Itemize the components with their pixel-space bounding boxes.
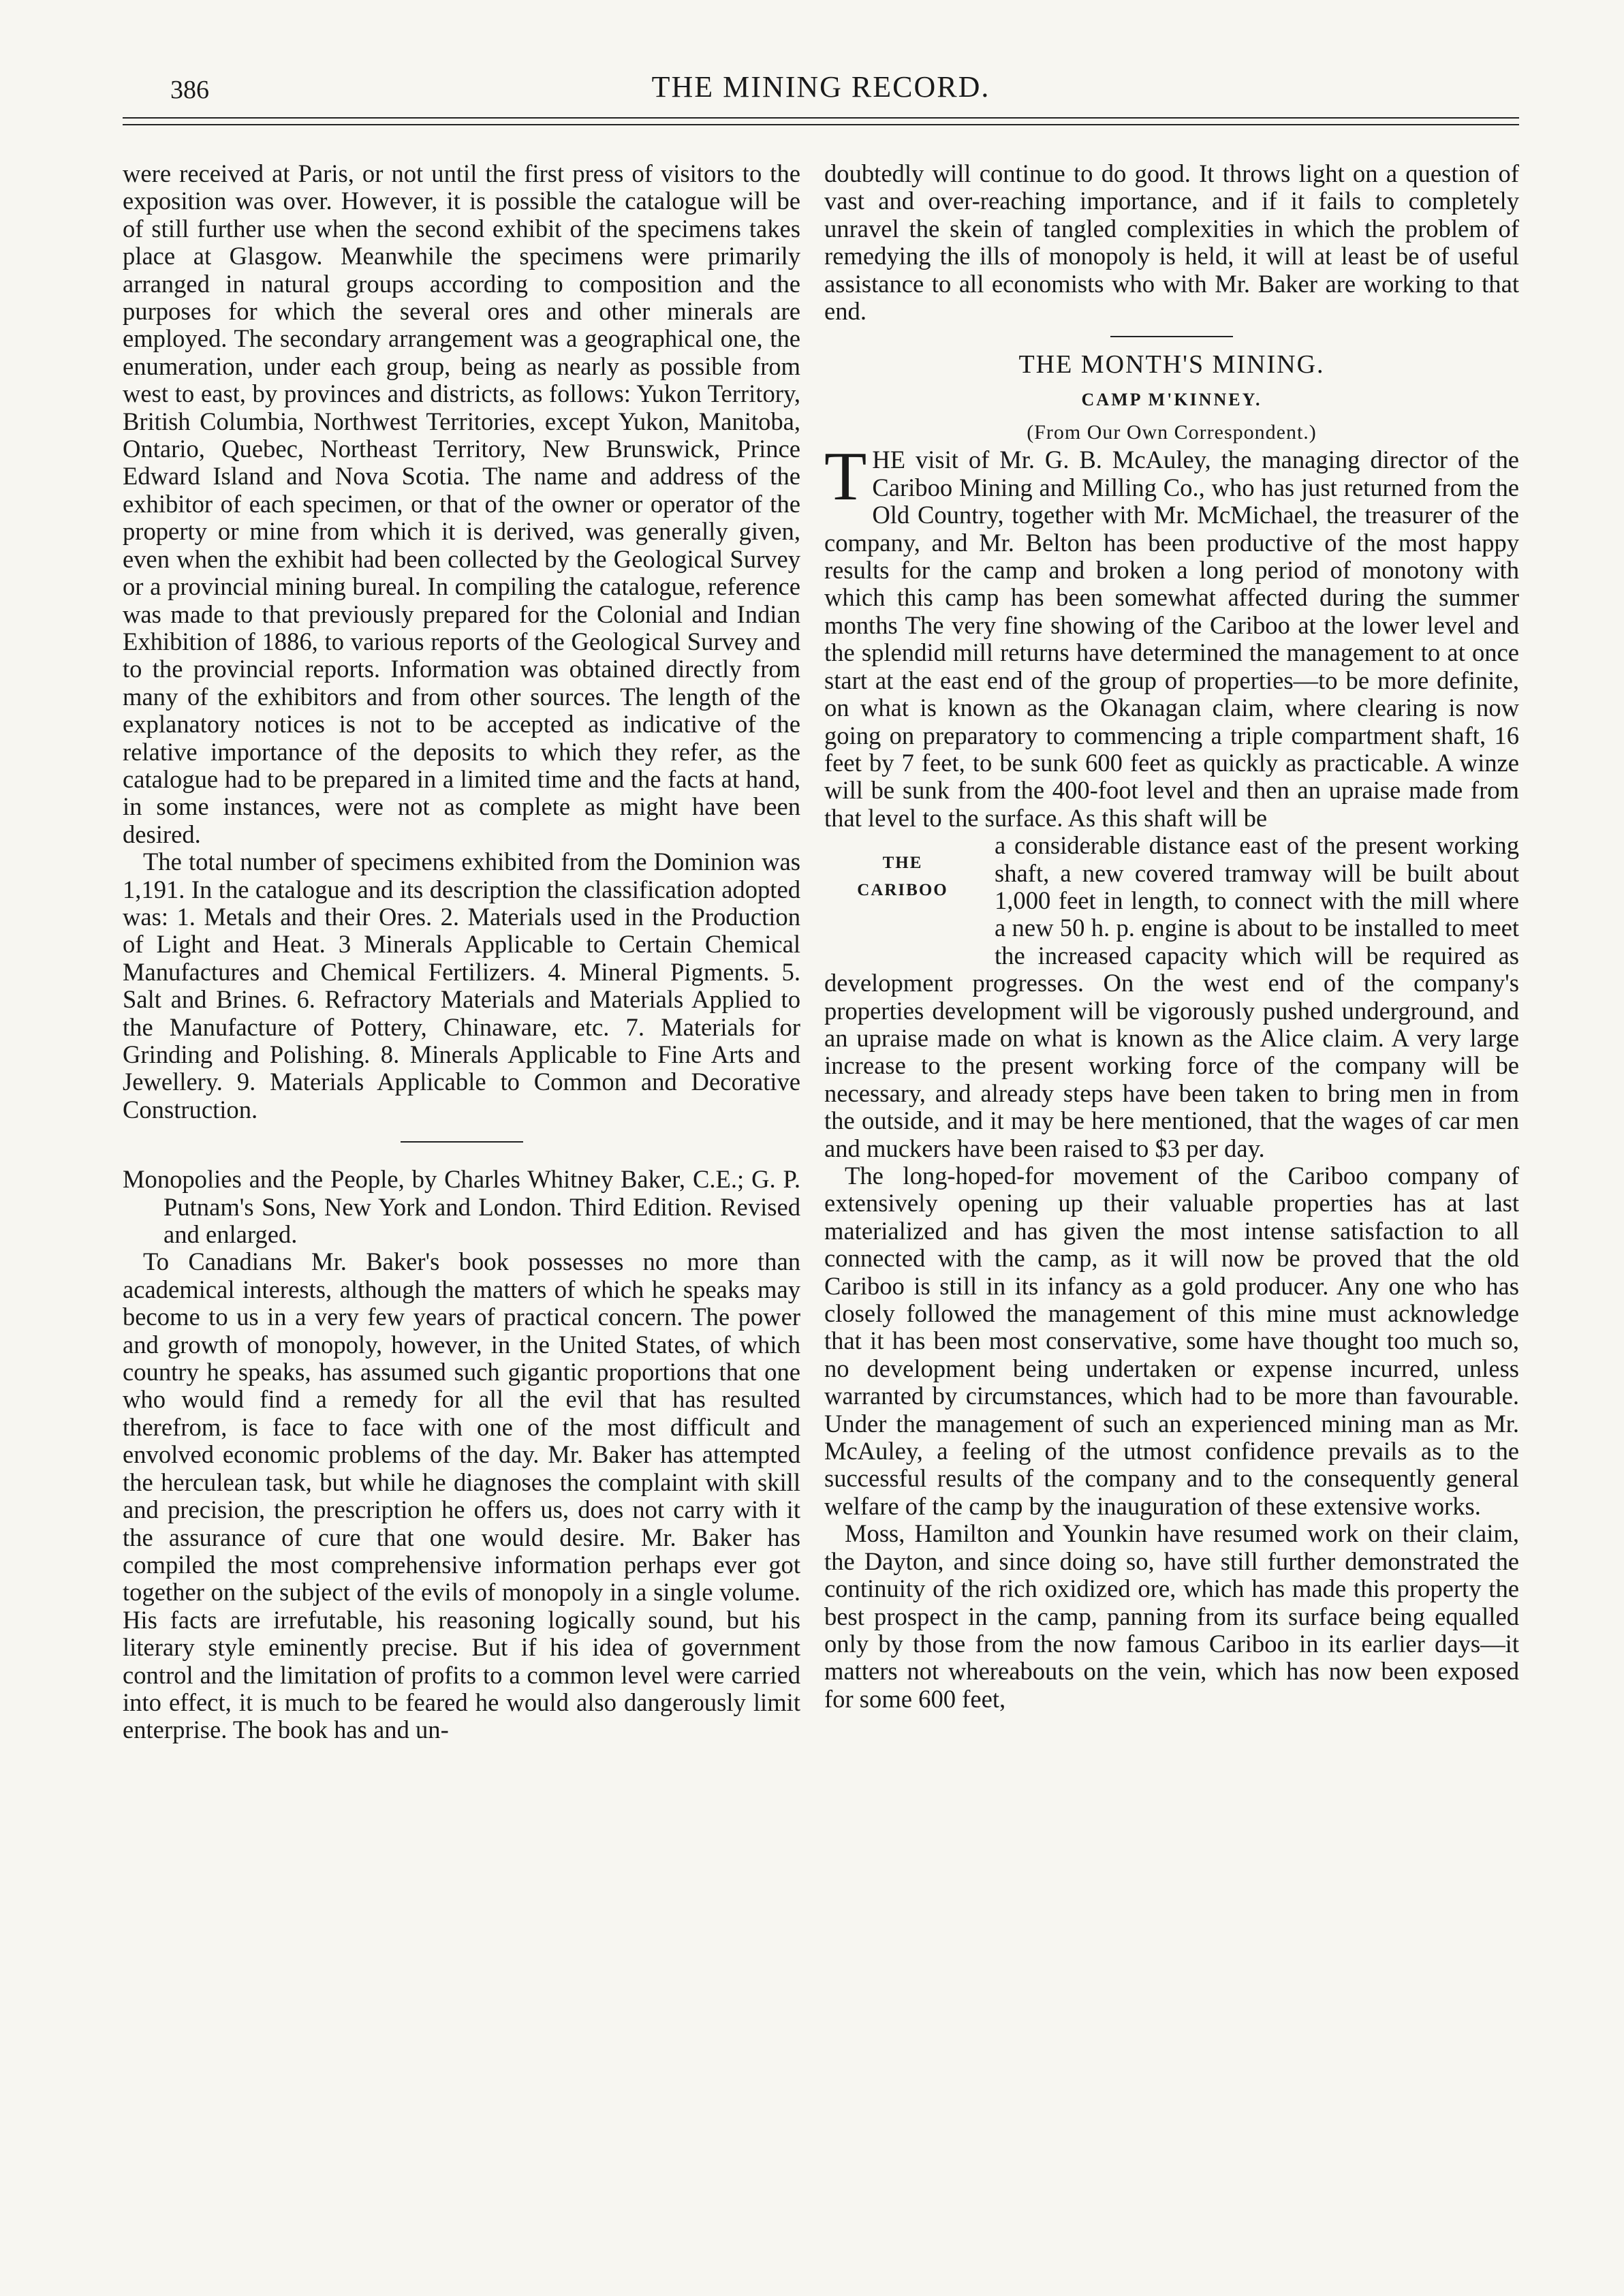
side-heading-line-1: THE [882,854,923,873]
book-review-heading: Monopolies and the People, by Charles Whitney Baker, C.E.; G. P. Putnam's Sons, New York and London. Third Edition. Revised and enlarged. [123,1165,800,1249]
header-rule-bottom [123,124,1519,125]
paragraph-cariboo-movement: The long-hoped-for movement of the Cariboo company of extensively opening up their valuable properties has at last materialized and has given the most intense satisfaction to all connected with the camp, as it will now be proved that the old Cariboo is still in its infancy as a gold producer. Any one who has closely followed the management of this mine must acknowledge that it has been most conservative, some have thought too much so, no development being undertaken or expense incurred, unless warranted by circumstances, which had to be more than favourable. Under the management of such an experienced mining man as Mr. McAuley, a feeling of the utmost confidence prevails as to the successful results of the company and to the consequently general welfare of the camp by the inauguration of these extensive works. [824,1162,1519,1520]
paragraph-cariboo-visit [824,438,1519,832]
paragraph-cariboo-visit-text: HE visit of Mr. G. B. McAuley, the managing director of the Cariboo Mining and Milling Co., who has just returned from the Old Country, together with Mr. McMichael, the treasurer of the company, and Mr. Belton has been productive of the most happy results for the camp and broken a long period of monotony with which this camp has been somewhat affected during the summer months The very fine showing of the Cariboo at the lower level and the splendid mill returns have determined the management to at once start at the east end of the group of properties—to be more definite, on what is known as the Okanagan claim, where clearing is now going on preparatory to commencing a triple compartment shaft, 16 feet by 7 feet, to be sunk 600 feet as quickly as practicable. A winze will be sunk from the 400-foot level and then an upraise made from that level to the surface. As this shaft will be [824,446,1519,832]
paragraph-book-review: To Canadians Mr. Baker's book possesses no more than academical interests, although the matters of which he speaks may become to us in a very few years of practical concern. The power and growth of monopoly, however, in the United States, of which country he speaks, has assumed such gigantic proportions that one who would find a remedy for all the evil that has resulted therefrom, is face to face with one of the most difficult and envolved economic problems of the day. Mr. Baker has attempted the herculean task, but while he diagnoses the complaint with skill and precision, the prescription he offers us, does not carry with it the assurance of cure that one would desire. Mr. Baker has compiled the most comprehensive information perhaps ever got together on the subject of the evils of monopoly in a single volume. His facts are irrefutable, his reasoning logically sound, but his literary style eminently precise. But if his idea of government control and the limitation of profits to a common level were carried into effect, it is much to be feared he would also dangerously limit enterprise. The book has and un- [123,1247,800,1744]
section-title: THE MONTH'S MINING. [1018,350,1325,379]
section-separator [1110,336,1233,337]
running-title: THE MINING RECORD. [651,70,990,104]
paragraph-specimen-classification: The total number of specimens exhibited from the Dominion was 1,191. In the catalogue and its description the classification adopted was: 1. Metals and their Ores. 2. Materials used in the Production of Light and Heat. 3 Minerals Applicable to Certain Chemical Manufactures and Chemical Fertilizers. 4. Mineral Pigments. 5. Salt and Brines. 6. Refractory Materials and Materials Applied to the Manufacture of Pottery, Chinaware, etc. 7. Materials for Grinding and Polishing. 8. Minerals Applicable to Fine Arts and Jewellery. 9. Materials Applicable to Common and Decorative Construction. [123,848,800,1123]
paragraph-tramway [824,832,1519,1162]
drop-cap: T [824,438,867,516]
section-separator [401,1141,523,1143]
right-column [824,160,1519,1713]
page-number: 386 [170,76,209,104]
paragraph-review-continued: doubtedly will continue to do good. It throws light on a question of vast and over-reaching importance, and if it fails to completely unravel the skein of tangled complexities in which the problem of remedying the ills of monopoly is held, it will at least be of useful assistance to all economists who with Mr. Baker are working to that end. [824,159,1519,326]
header-rule-top [123,117,1519,119]
correspondent-credit: (From Our Own Correspondent.) [1027,421,1317,444]
paragraph-catalogue-continued: were received at Paris, or not until the first press of visitors to the exposition was over. However, it is possible the catalogue will be of still further use when the second exhibit of the specimens takes place at Glasgow. Meanwhile the specimens were primarily arranged in natural groups according to composition and the purposes for which the several ores and other minerals are employed. The secondary arrangement was a geographical one, the enumeration, under each group, being as nearly as possible from west to east, by provinces and districts, as follows: Yukon Territory, British Columbia, Northwest Territories, except Yukon, Manitoba, Ontario, Quebec, Northeast Territory, New Brunswick, Prince Edward Island and Nova Scotia. The name and address of the exhibitor of each specimen, or that of the owner or operator of the property or mine from which it is derived, was generally given, even when the exhibit had been collected by the Geological Survey or a provincial mining bureal. In compiling the catalogue, reference was made to that previously prepared for the Colonial and Indian Exhibition of 1886, to various reports of the Geological Survey and to the provincial reports. Information was obtained directly from many of the exhibitors and from other sources. The length of the explanatory notices is not to be accepted as indicative of the relative importance of the deposits to which they refer, as the catalogue had to be prepared in a limited time and the facts at hand, in some instances, were not as complete as might have been desired. [123,159,800,848]
side-heading-line-2: CARIBOO [857,881,948,900]
left-column [123,160,800,1744]
paragraph-dayton-claim: Moss, Hamilton and Younkin have resumed work on their claim, the Dayton, and since doing so, have still further demonstrated the continuity of the rich oxidized ore, which has made this property the best prospect in the camp, panning from its surface being equalled only by those from the now famous Cariboo in its earlier days—it matters not whereabouts on the vein, which has now been exposed for some 600 feet, [824,1519,1519,1713]
side-heading-the-cariboo [824,850,981,965]
running-header [123,69,1519,110]
paragraph-tramway-text: a considerable distance east of the present working shaft, a new covered tramway will be built about 1,000 feet in length, to connect with the mill where a new 50 h. p. engine is about to be installed to meet the increased capacity which will be required as development progresses. On the west end of the company's properties development will be vigorously pushed underground, and an upraise made on what is known as the Alice claim. A very large increase to the present working force of the company will be necessary, and already steps have been taken to bring men in from the outside, and it may be here mentioned, that the wages of car men and muckers have been raised to $3 per day. [824,831,1519,1162]
section-subtitle: CAMP M'KINNEY. [1081,390,1262,410]
